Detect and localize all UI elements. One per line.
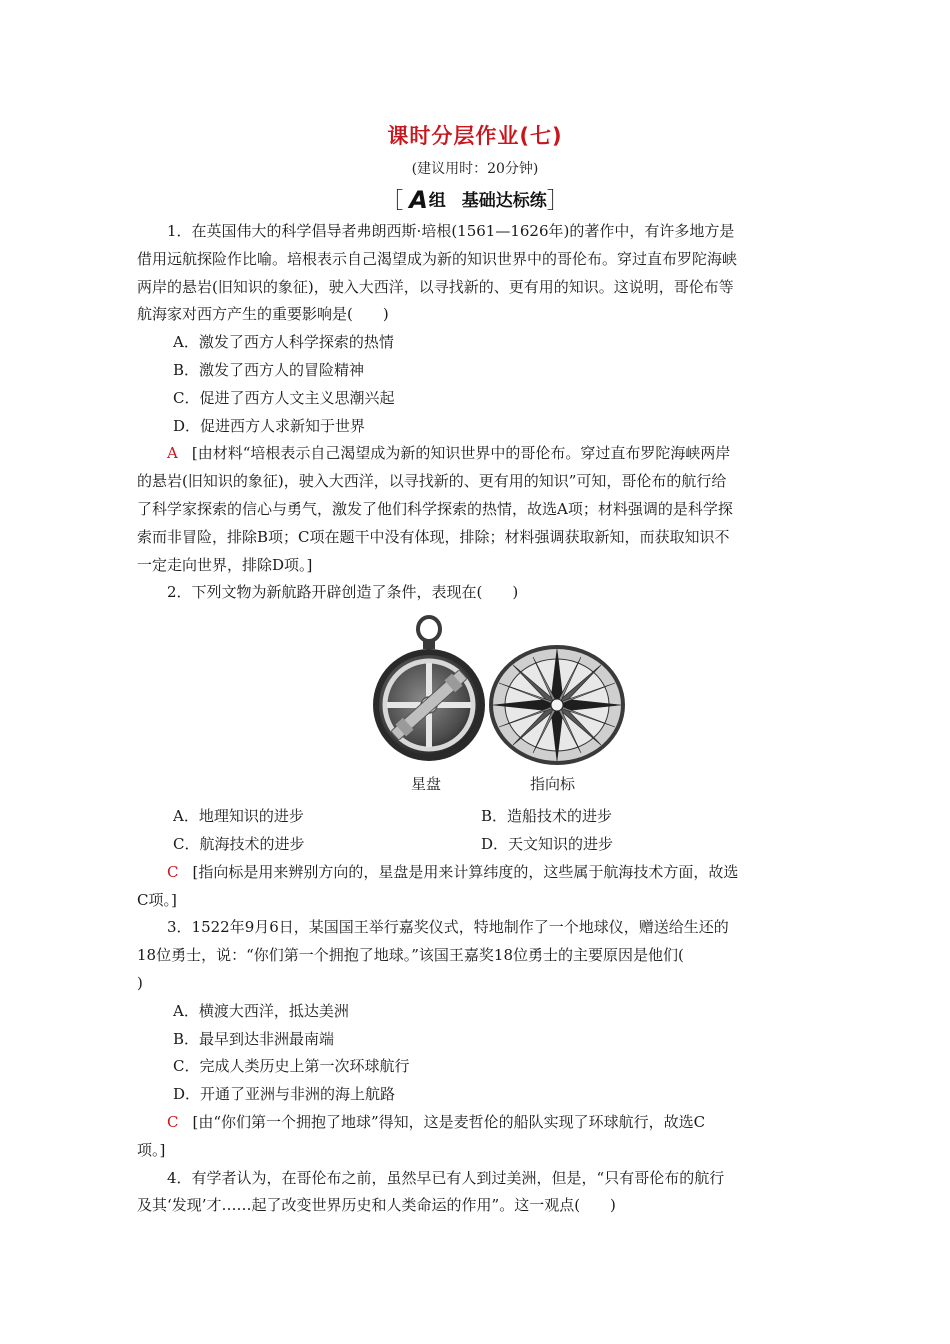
question-3-explanation: C [由“你们第一个拥抱了地球”得知，这是麦哲伦的船队实现了环球航行，故选C <box>167 1112 706 1131</box>
page-title: 课时分层作业(七) <box>387 124 563 148</box>
question-1-option-a: A．激发了西方人科学探索的热情 <box>173 333 394 352</box>
question-1-line: 两岸的悬岩(旧知识的象征)，驶入大西洋，以寻找新的、更有用的知识。这说明，哥伦布等 <box>137 277 734 296</box>
question-1-option-c: C．促进了西方人文主义思潮兴起 <box>173 388 395 407</box>
question-1-explanation-line: 索而非冒险，排除B项；C项在题干中没有体现，排除；材料强调获取新知，而获取知识不 <box>137 527 730 546</box>
question-3-option-d: D．开通了亚洲与非洲的海上航路 <box>173 1085 396 1104</box>
group-label: 组 <box>428 191 446 211</box>
question-2-option-a: A．地理知识的进步 <box>173 807 304 826</box>
question-1-option-b: B．激发了西方人的冒险精神 <box>173 360 365 379</box>
question-2-explanation-line: C项。] <box>137 890 177 909</box>
artifact-figure <box>137 613 815 803</box>
question-4-line: 4．有学者认为，在哥伦布之前，虽然早已有人到过美洲，但是，“只有哥伦布的航行 <box>167 1168 725 1187</box>
group-name: 基础达标练 <box>461 191 547 211</box>
section-heading <box>0 184 950 215</box>
question-3-option-b: B．最早到达非洲最南端 <box>173 1029 335 1048</box>
group-letter: A <box>409 186 427 214</box>
compass-rose-caption: 指向标 <box>530 775 576 794</box>
question-2-option-c: C．航海技术的进步 <box>173 834 305 853</box>
question-1 <box>137 218 815 579</box>
question-2-option-d: D．天文知识的进步 <box>481 834 614 853</box>
question-1-explanation-line: 一定走向世界，排除D项。] <box>137 555 313 574</box>
question-2 <box>137 579 815 914</box>
question-2-explanation: C [指向标是用来辨别方向的，星盘是用来计算纬度的，这些属于航海技术方面，故选 <box>167 862 739 881</box>
question-3-line: 3．1522年9月6日，某国国王举行嘉奖仪式，特地制作了一个地球仪，赠送给生还的 <box>167 918 729 937</box>
question-2-option-b: B．造船技术的进步 <box>481 807 613 826</box>
suggested-time: (建议用时：20分钟) <box>411 161 539 177</box>
question-2-answer: C <box>167 862 179 881</box>
question-1-explanation-line: 的悬岩(旧知识的象征)，驶入大西洋，以寻找新的、更有用的知识”可知，哥伦布的航行给 <box>137 472 727 491</box>
question-4 <box>137 1165 815 1221</box>
bracket-right: ］ <box>546 189 569 214</box>
question-1-option-d: D．促进西方人求新知于世界 <box>173 416 366 435</box>
question-2-options-row-2 <box>137 831 815 859</box>
question-3-answer: C <box>167 1112 179 1131</box>
compass-rose-image <box>487 643 627 767</box>
question-1-explanation-line: 了科学家探索的信心与勇气，激发了他们科学探索的热情，故选A项；材料强调的是科学探 <box>137 499 733 518</box>
bracket-left: ［ <box>381 189 404 214</box>
question-4-line: 及其‘发现’才……起了改变世界历史和人类命运的作用”。这一观点( ) <box>137 1196 616 1215</box>
question-3-line: 18位勇士，说：“你们第一个拥抱了地球。”该国王嘉奖18位勇士的主要原因是他们( <box>137 946 684 965</box>
question-1-explanation: A [由材料“培根表示自己渴望成为新的知识世界中的哥伦布。穿过直布罗陀海峡两岸 <box>167 444 731 463</box>
question-2-options-row-1 <box>137 803 815 831</box>
question-1-line: 航海家对西方产生的重要影响是( ) <box>137 305 389 324</box>
question-3-option-c: C．完成人类历史上第一次环球航行 <box>173 1057 410 1076</box>
astrolabe-caption: 星盘 <box>411 775 442 794</box>
questions <box>137 218 815 1220</box>
astrolabe-image <box>363 613 493 763</box>
question-3-line: ) <box>137 973 143 992</box>
question-1-line: 借用远航探险作比喻。培根表示自己渴望成为新的知识世界中的哥伦布。穿过直布罗陀海峡 <box>137 249 738 268</box>
question-1-answer: A <box>167 444 178 463</box>
question-3 <box>137 914 815 1164</box>
question-3-option-a: A．横渡大西洋，抵达美洲 <box>173 1001 349 1020</box>
question-1-line: 1．在英国伟大的科学倡导者弗朗西斯·培根(1561—1626年)的著作中，有许多地方是 <box>167 222 735 240</box>
question-3-explanation-line: 项。] <box>137 1140 166 1159</box>
question-2-stem: 2．下列文物为新航路开辟创造了条件，表现在( ) <box>167 583 519 602</box>
